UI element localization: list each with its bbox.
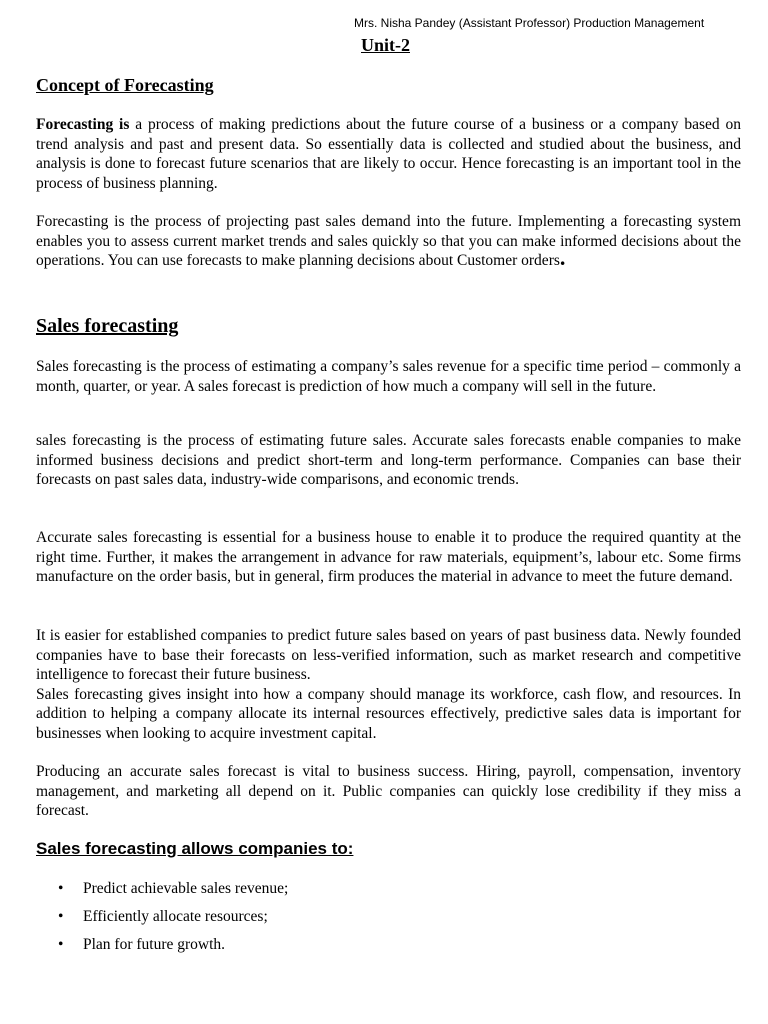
paragraph-vital-to-success: Producing an accurate sales forecast is vital to business success. Hiring, payroll, compensation, inventory management, and marketing all depend on it. Public companies can quickly lose credibility if they miss a forecast. xyxy=(36,763,741,820)
list-item xyxy=(0,931,288,959)
paragraph-accurate-sales-forecasting xyxy=(36,528,741,587)
bullet: • xyxy=(58,936,64,953)
benefits-list xyxy=(0,875,288,959)
paragraph-lead: Forecasting is xyxy=(36,116,130,133)
paragraph-forecasting-definition xyxy=(36,115,741,193)
paragraph-forecasting-process xyxy=(36,212,741,271)
list-item xyxy=(0,903,288,931)
paragraph-sales-insight-text: Sales forecasting gives insight into how a company should manage its workforce, cash flow, and resources. In addition to helping a company allocate its internal resources effectively, predictive sales data is important for businesses when looking to acquire investment capital. xyxy=(36,685,741,742)
list-item-text: Efficiently allocate resources; xyxy=(83,908,268,925)
paragraph-body-end: the material in advance to meet the future demand. xyxy=(414,568,733,586)
paragraph-body-middle: equipment’s, labour etc. Some firms manufacture on the order basis, but in general, firm produces xyxy=(36,548,741,586)
paragraph-body-start: Accurate sales forecasting is essential for a business house to enable it to produce the required quantity at the right time. Further, it makes the arrangement in advance for raw materials, xyxy=(36,529,741,566)
heading-concept-of-forecasting: Concept of Forecasting xyxy=(36,75,214,95)
list-item-text: Predict achievable sales revenue; xyxy=(83,880,289,897)
paragraph-lead: Sales forecasting is the process of estimating a company’s sales revenue for a specific time period xyxy=(36,358,648,375)
list-item xyxy=(0,875,288,903)
paragraph-end-period: . xyxy=(559,245,566,271)
heading-sales-forecasting: Sales forecasting xyxy=(36,315,179,337)
bullet: • xyxy=(58,908,64,925)
author-header: Mrs. Nisha Pandey (Assistant Professor) Production Management xyxy=(354,16,705,30)
unit-title: Unit-2 xyxy=(361,35,410,55)
paragraph-sales-forecasting-estimates: sales forecasting is the process of estimating future sales. Accurate sales forecasts enable companies to make informed business decisions and predict short-term and long-term performance. Companies can base their forecasts on past sales data, industry-wide comparisons, and economic trends. xyxy=(36,432,741,489)
paragraph-established-companies-text: It is easier for established companies to predict future sales based on years of past business data. Newly founded companies have to base their forecasts on less-verified information, such as market research and competitive intelligence to forecast their future business. xyxy=(36,627,741,684)
paragraph-body: a process of making predictions about the future course of a business or a company based on trend analysis and past and present data. So essentially data is collected and studied about the business, and analysis is done to forecast future scenarios that are likely to occur. Hence forecasting is an important tool in the process of business planning. xyxy=(36,116,741,192)
bullet: • xyxy=(58,880,64,897)
paragraph-established-companies xyxy=(36,626,741,744)
list-item-text: Plan for future growth. xyxy=(83,936,226,953)
paragraph-body: – commonly a month, quarter, or year. A sales forecast is prediction of how much a company will sell in the future. xyxy=(36,358,742,395)
paragraph-body: Forecasting is the process of projecting past sales demand into the future. Implementing a forecasting system enables you to assess current market trends and sales quickly so that you can make informed decisions about the operations. You can use forecasts to make planning decisions about Customer orders xyxy=(36,213,741,270)
paragraph-sales-forecasting-definition xyxy=(36,357,741,396)
heading-sales-forecasting-allows: Sales forecasting allows companies to: xyxy=(36,839,354,858)
